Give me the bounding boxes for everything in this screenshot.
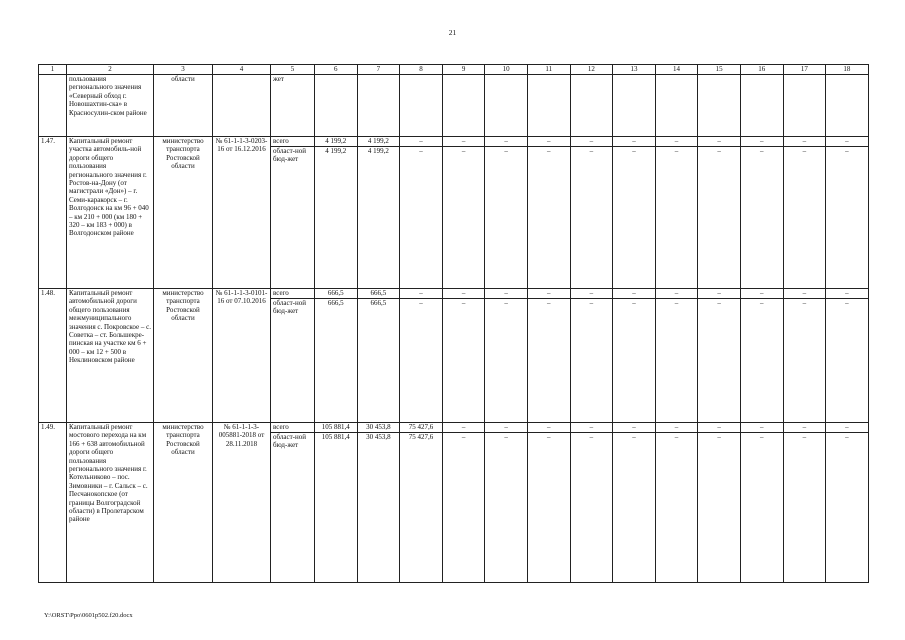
value-cell: – (400, 137, 443, 147)
value-cell: – (740, 147, 783, 289)
item-name: Капитальный ремонт мостового перехода на км 166 + 638 автомобильной дороги общего пользования регионального значения г. Котельниково – пос. Зимовники – г. Сальск – с. Песчанокопское (от границы Волгоградской области) в Пролетарском районе (67, 423, 154, 583)
item-doc: № 61-1-1-3-0101-16 от 07.10.2016 (213, 289, 271, 423)
value-cell: – (698, 299, 741, 423)
value-cell: – (527, 147, 570, 289)
value-cell: 30 453,8 (357, 423, 400, 433)
value-cell: – (783, 299, 826, 423)
value-cell: – (485, 147, 528, 289)
value-cell: – (698, 433, 741, 583)
item-name: пользования регионального значения «Северный обход г. Новошахтин-ска» в Красносулин-ском районе (67, 75, 154, 137)
value-cell: – (527, 299, 570, 423)
value-cell: – (740, 289, 783, 299)
item-number: 1.47. (39, 137, 67, 289)
value-cell: – (740, 423, 783, 433)
column-number-header (39, 65, 869, 75)
value-cell: – (527, 289, 570, 299)
value-cell: 4 199,2 (357, 137, 400, 147)
value-cell: – (826, 433, 869, 583)
item-name: Капитальный ремонт участка автомобиль-ной дороги общего пользования регионального значения г. Ростов-на-Дону (от магистрали «Дон») – г. Семи-каракорск – г. Волгодонск на км 96 + 040 – км 210 + 000 (км 180 + 320 – км 183 + 000) в Волгодонском районе (67, 137, 154, 289)
item-org: министерство транспорта Ростовской области (154, 137, 213, 289)
value-cell: 666,5 (315, 289, 358, 299)
value-cell: – (655, 423, 698, 433)
value-cell: 105 881,4 (315, 423, 358, 433)
value-cell: – (527, 423, 570, 433)
value-cell: – (570, 299, 613, 423)
value-cell: – (783, 289, 826, 299)
item-doc: № 61-1-1-3-005881-2018 от 28.11.2018 (213, 423, 271, 583)
column-number: 8 (400, 65, 443, 75)
value-cell: – (698, 289, 741, 299)
value-cell: 666,5 (315, 299, 358, 423)
value-cell: – (826, 147, 869, 289)
funding-source: област-ной бюд-жет (271, 147, 315, 289)
column-number: 17 (783, 65, 826, 75)
value-cell: – (655, 147, 698, 289)
value-cell: – (570, 289, 613, 299)
column-number: 4 (213, 65, 271, 75)
value-cell: – (655, 289, 698, 299)
value-cell: – (400, 289, 443, 299)
item-doc: № 61-1-1-3-0203-16 от 16.12.2016 (213, 137, 271, 289)
value-cell: – (740, 299, 783, 423)
value-cell: 666,5 (357, 299, 400, 423)
value-cell: – (655, 137, 698, 147)
value-cell: 30 453,8 (357, 433, 400, 583)
value-cell: – (570, 137, 613, 147)
funding-source: област-ной бюд-жет (271, 433, 315, 583)
column-number: 7 (357, 65, 400, 75)
value-cell: 4 199,2 (315, 137, 358, 147)
value-cell: – (698, 423, 741, 433)
column-number: 2 (67, 65, 154, 75)
value-cell: – (485, 423, 528, 433)
funding-source: всего (271, 423, 315, 433)
value-cell: – (655, 299, 698, 423)
value-cell: – (442, 423, 485, 433)
value-cell: – (783, 137, 826, 147)
value-cell: – (698, 147, 741, 289)
column-number: 3 (154, 65, 213, 75)
item-org: министерство транспорта Ростовской области (154, 289, 213, 423)
column-number: 5 (271, 65, 315, 75)
value-cell: – (400, 299, 443, 423)
value-cell: – (613, 433, 656, 583)
item-number: 1.48. (39, 289, 67, 423)
column-number: 18 (826, 65, 869, 75)
value-cell: – (485, 299, 528, 423)
column-number: 16 (740, 65, 783, 75)
value-cell: – (826, 137, 869, 147)
item-org: министерство транспорта Ростовской области (154, 423, 213, 583)
value-cell: – (613, 423, 656, 433)
value-cell: – (613, 137, 656, 147)
column-number: 9 (442, 65, 485, 75)
value-cell: – (442, 299, 485, 423)
funding-source: всего (271, 289, 315, 299)
continuation-row (39, 75, 869, 137)
value-cell: – (400, 147, 443, 289)
funding-source: всего (271, 137, 315, 147)
column-number: 11 (527, 65, 570, 75)
file-path-footer: Y:\ORST\Ppo\0601p502.f20.docx (44, 612, 133, 619)
value-cell: – (570, 147, 613, 289)
value-cell: – (570, 433, 613, 583)
value-cell: – (442, 433, 485, 583)
value-cell: – (740, 433, 783, 583)
value-cell: – (485, 137, 528, 147)
program-table (38, 64, 869, 583)
value-cell: – (570, 423, 613, 433)
item-org: области (154, 75, 213, 137)
value-cell: 666,5 (357, 289, 400, 299)
value-cell: – (613, 299, 656, 423)
value-cell: 105 881,4 (315, 433, 358, 583)
value-cell: – (442, 289, 485, 299)
column-number: 14 (655, 65, 698, 75)
value-cell: – (485, 289, 528, 299)
item-number: 1.49. (39, 423, 67, 583)
value-cell: – (783, 423, 826, 433)
page-number: 21 (448, 28, 457, 37)
value-cell: – (442, 147, 485, 289)
column-number: 10 (485, 65, 528, 75)
value-cell: – (485, 433, 528, 583)
value-cell: – (740, 137, 783, 147)
column-number: 15 (698, 65, 741, 75)
value-cell: 75 427,6 (400, 423, 443, 433)
column-number: 12 (570, 65, 613, 75)
table-row (39, 289, 869, 299)
value-cell: 4 199,2 (357, 147, 400, 289)
value-cell: – (613, 147, 656, 289)
value-cell: – (527, 137, 570, 147)
column-number: 6 (315, 65, 358, 75)
funding-source: област-ной бюд-жет (271, 299, 315, 423)
funding-source: жет (271, 75, 315, 137)
table-row (39, 423, 869, 433)
value-cell: – (655, 433, 698, 583)
column-number: 1 (39, 65, 67, 75)
value-cell: – (442, 137, 485, 147)
value-cell: – (783, 147, 826, 289)
value-cell: – (698, 137, 741, 147)
value-cell: 4 199,2 (315, 147, 358, 289)
value-cell: – (826, 299, 869, 423)
value-cell: 75 427,6 (400, 433, 443, 583)
value-cell: – (826, 423, 869, 433)
value-cell: – (826, 289, 869, 299)
value-cell: – (783, 433, 826, 583)
table-row (39, 137, 869, 147)
value-cell: – (527, 433, 570, 583)
column-number: 13 (613, 65, 656, 75)
value-cell: – (613, 289, 656, 299)
item-name: Капитальный ремонт автомобильной дороги общего пользования межмуниципального значения с. Покровское – с. Советка – ст. Большекре-пинская на участке км 6 + 000 – км 12 + 500 в Неклиновском районе (67, 289, 154, 423)
